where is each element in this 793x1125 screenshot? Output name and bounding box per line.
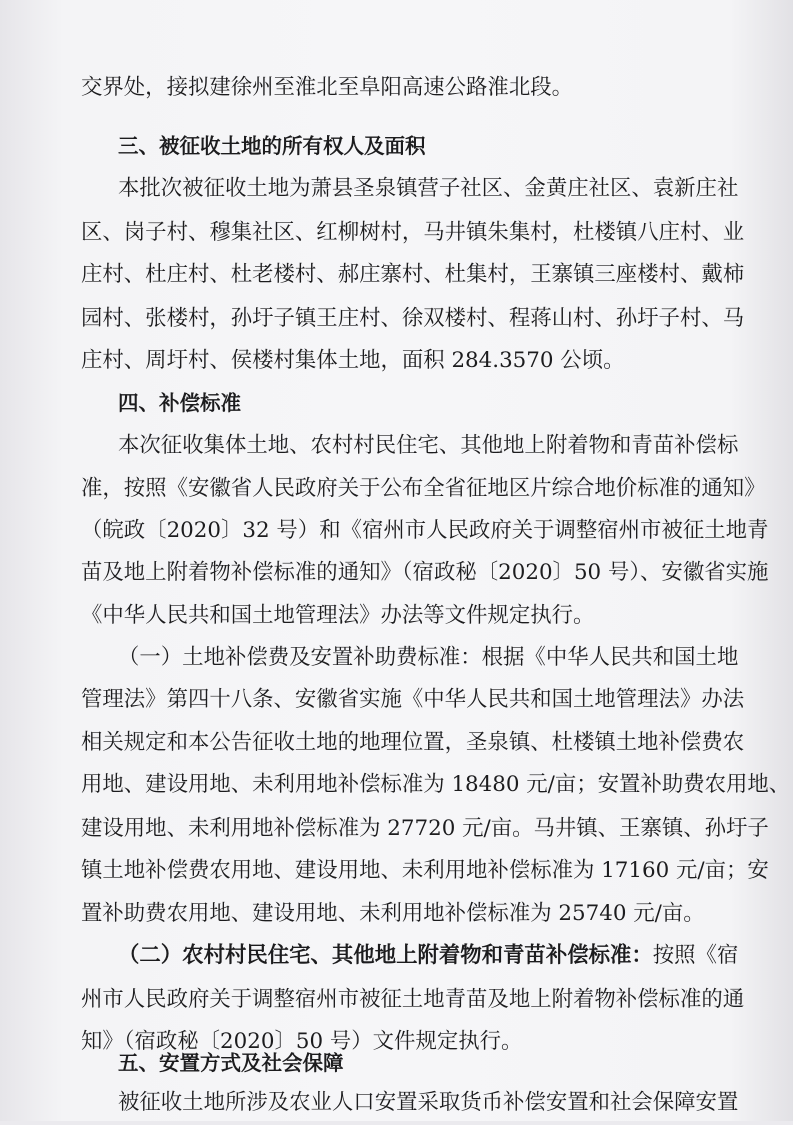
paragraph-line: （皖政〔2020〕32 号）和《宿州市人民政府关于调整宿州市被征土地青 xyxy=(81,518,769,543)
paragraph-line: 置补助费农用地、建设用地、未利用地补偿标准为 25740 元/亩。 xyxy=(81,901,705,926)
paragraph-line: 区、岗子村、穆集社区、红柳树村，马井镇朱集村，杜楼镇八庄村、业 xyxy=(81,220,745,245)
paragraph-line: 被征收土地所涉及农业人口安置采取货币补偿安置和社会保障安置 xyxy=(118,1090,739,1115)
paragraph-line: 知》（宿政秘〔2020〕50 号）文件规定执行。 xyxy=(81,1029,523,1054)
paragraph-line: 镇土地补偿费农用地、建设用地、未利用地补偿标准为 17160 元/亩；安 xyxy=(81,858,769,883)
paragraph-line: 庄村、杜庄村、杜老楼村、郝庄寨村、杜集村，王寨镇三座楼村、戴柿 xyxy=(81,262,745,287)
section-heading-4: 四、补偿标准 xyxy=(118,391,241,415)
subheading-2-text: 按照《宿 xyxy=(652,943,739,968)
paragraph-line: 管理法》第四十八条、安徽省实施《中华人民共和国土地管理法》办法 xyxy=(81,687,745,712)
paragraph-line: 用地、建设用地、未利用地补偿标准为 18480 元/亩；安置补助费农用地、 xyxy=(81,772,791,797)
paragraph-line: 州市人民政府关于调整宿州市被征土地青苗及地上附着物补偿标准的通 xyxy=(81,987,745,1012)
paragraph-line: （一）土地补偿费及安置补助费标准：根据《中华人民共和国土地 xyxy=(118,645,739,670)
section-heading-3: 三、被征收土地的所有权人及面积 xyxy=(118,134,426,158)
paragraph-line: 建设用地、未利用地补偿标准为 27720 元/亩。马井镇、王寨镇、孙圩子 xyxy=(81,816,769,841)
subheading-line xyxy=(118,934,739,978)
paragraph-line: 准，按照《安徽省人民政府关于公布全省征地区片综合地价标准的通知》 xyxy=(81,476,766,501)
subheading-2-title: （二）农村村民住宅、其他地上附着物和青苗补偿标准： xyxy=(118,943,653,968)
paragraph-line: 《中华人民共和国土地管理法》办法等文件规定执行。 xyxy=(81,603,595,628)
paragraph-line: 本批次被征收土地为萧县圣泉镇营子社区、金黄庄社区、袁新庄社 xyxy=(118,176,739,201)
paragraph-line: 本次征收集体土地、农村村民住宅、其他地上附着物和青苗补偿标 xyxy=(118,433,739,458)
paragraph-line: 园村、张楼村，孙圩子镇王庄村、徐双楼村、程蒋山村、孙圩子村、马 xyxy=(81,306,745,331)
paragraph-line: 交界处，接拟建徐州至淮北至阜阳高速公路淮北段。 xyxy=(81,75,573,100)
paragraph-line: 相关规定和本公告征收土地的地理位置，圣泉镇、杜楼镇土地补偿费农 xyxy=(81,730,745,755)
paragraph-line: 庄村、周圩村、侯楼村集体土地，面积 284.3570 公顷。 xyxy=(81,348,625,373)
section-heading-5: 五、安置方式及社会保障 xyxy=(118,1051,344,1075)
paragraph-line: 苗及地上附着物补偿标准的通知》（宿政秘〔2020〕50 号）、安徽省实施 xyxy=(81,560,769,585)
